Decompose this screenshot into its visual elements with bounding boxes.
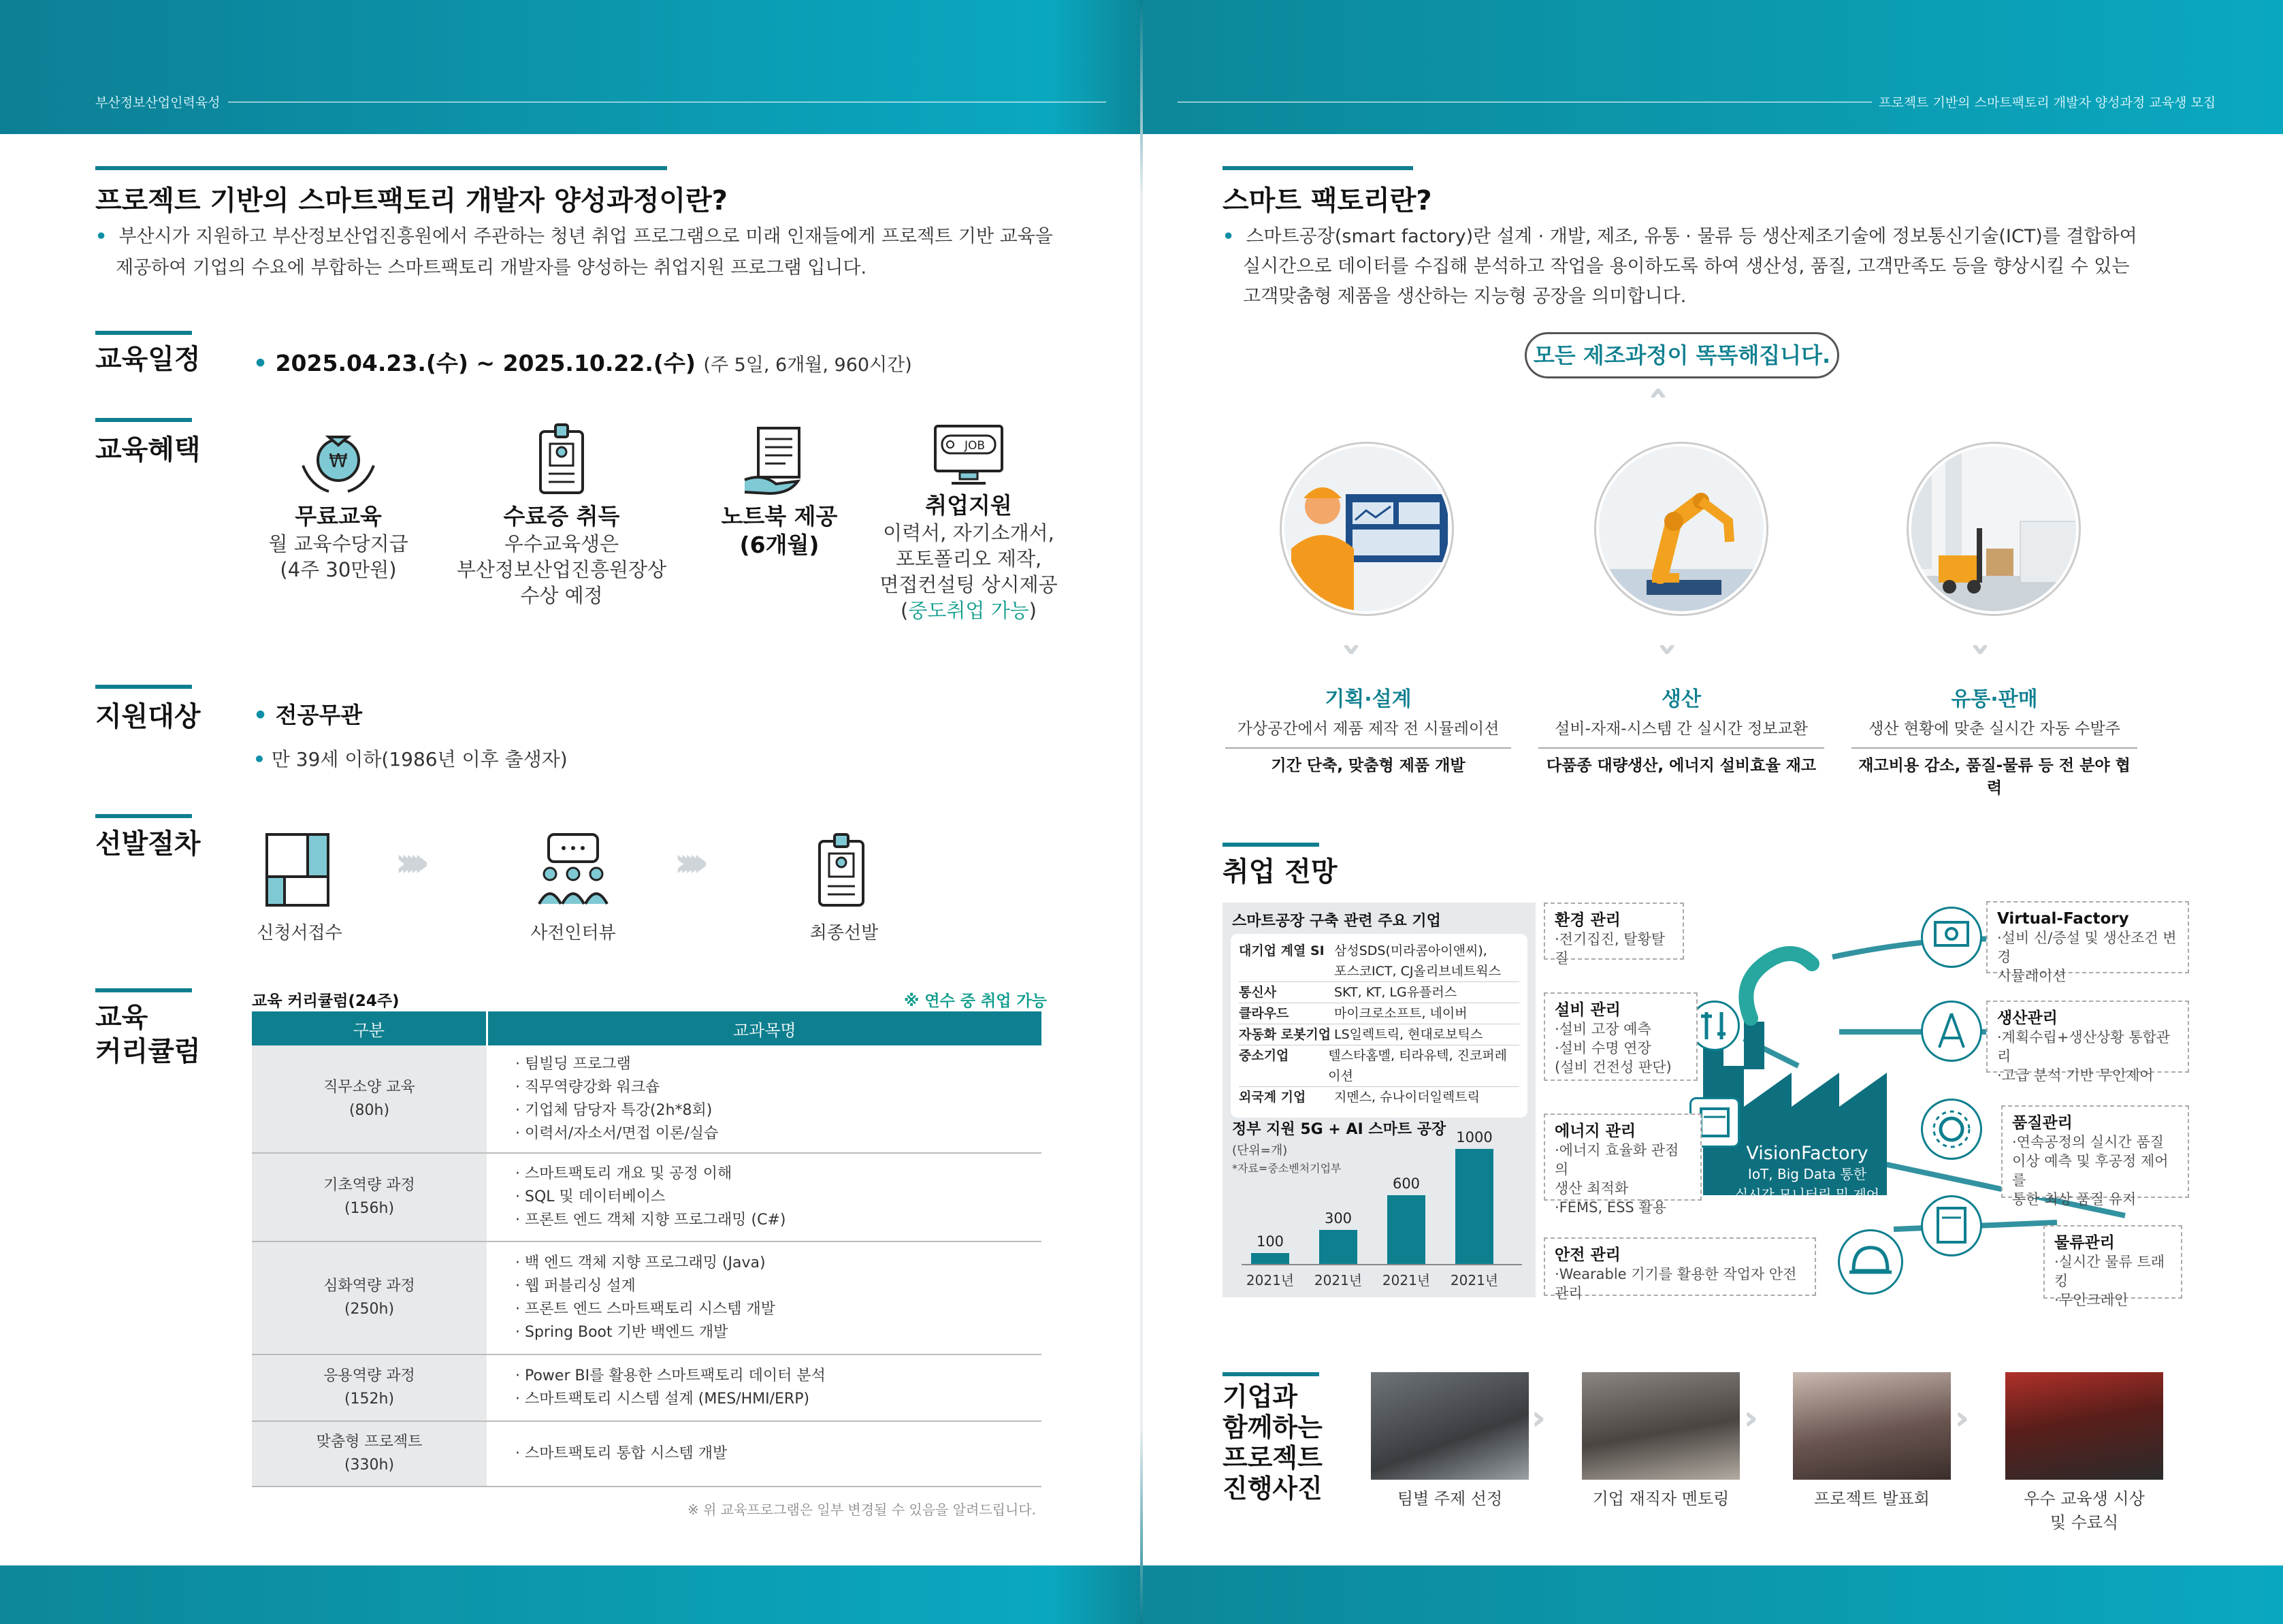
company-key: 외국계 기업 (1239, 1090, 1306, 1105)
row-cat-name: 심화역량 과정 (323, 1278, 415, 1295)
planning-illustration (1282, 444, 1452, 614)
virtual-factory-icon (1921, 907, 1982, 968)
curriculum-notice: ※ 연수 중 취업 가능 (904, 992, 1047, 1010)
category-label: 2021년 (1382, 1272, 1431, 1288)
bar (1387, 1195, 1425, 1265)
box-line: (설비 건전성 판단) (1555, 1059, 1672, 1075)
box-line: ·설비 고장 예측 (1555, 1021, 1651, 1037)
benefit-2-line3: 수상 예정 (520, 584, 603, 607)
curriculum-bar (95, 988, 192, 992)
table-row (252, 1153, 1041, 1241)
benefit-2-title: 수료증 취득 (503, 503, 620, 530)
category-label: 2021년 (1450, 1272, 1499, 1288)
companies-table (1231, 934, 1527, 1118)
row-subjects (487, 1153, 1041, 1241)
certificate-badge-icon (538, 422, 585, 497)
box-title: 에너지 관리 (1555, 1122, 1636, 1140)
title-bar-right (1223, 166, 1413, 170)
company-val: 텔스타홈멜, 티라유텍, 진코퍼레이션 (1328, 1048, 1508, 1084)
paren-close: ) (1029, 599, 1037, 622)
selection-label: 선발절차 (95, 828, 201, 860)
schedule-label: 교육일정 (95, 344, 201, 375)
step-arrow-1: ››››› (395, 839, 418, 886)
target-bar (95, 685, 192, 689)
row-cat-hours: (156h) (344, 1200, 395, 1217)
photo-arrow-1: ››› (1532, 1399, 1534, 1436)
schedule-bar (95, 331, 192, 335)
interview-group-icon (535, 832, 611, 907)
photos-label-4: 진행사진 (1223, 1474, 1323, 1504)
bar-value-label: 300 (1324, 1210, 1353, 1227)
schedule-dates-text: 2025.04.23.(수) ~ 2025.10.22.(수) (275, 350, 696, 376)
intro-r-line-2: 실시간으로 데이터를 수집해 분석하고 작업을 용이하도록 하여 생산성, 품질, 고객만족도 등을 향상시킬 수 있는 (1243, 256, 2130, 277)
title-bar (95, 166, 667, 170)
step-2-label: 사전인터뷰 (530, 923, 616, 943)
money-bag-hands-icon (297, 418, 379, 500)
benefit-4-line2: 포토폴리오 제작, (895, 547, 1042, 570)
header-rule-right (1178, 101, 1872, 103)
box-line: ·무인크레인 (2054, 1292, 2128, 1308)
box-title: 설비 관리 (1555, 1001, 1621, 1019)
phase-3-desc: 생산 현황에 맞춘 실시간 자동 수발주 (1868, 720, 2120, 738)
photo-presentation (1793, 1372, 1951, 1480)
phase-3-title: 유통·판매 (1951, 687, 2038, 711)
curriculum-label (95, 1001, 201, 1069)
bar (1455, 1149, 1493, 1265)
intro-line-2: 제공하여 기업의 수요에 부합하는 스마트팩토리 개발자를 양성하는 취업지원 프로그램 입니다. (116, 257, 867, 278)
company-key: 클라우드 (1239, 1006, 1289, 1021)
row-category (252, 1241, 487, 1354)
down-arrow-icon: ››› (1334, 642, 1372, 645)
benefits-label: 교육혜택 (95, 434, 201, 466)
intro-left: • 부산시가 지원하고 부산정보산업진흥원에서 주관하는 청년 취업 프로그램으로 미래 인재들에게 프로젝트 기반 교육을 제공하여 기업의 수요에 부합하는 스마트팩토리 개발자를 양성하는 취업지원 프로그램 입니다. (95, 221, 1082, 284)
subject-item: · 이력서/자소서/면접 이론/실습 (515, 1124, 719, 1142)
photo-caption-4 (1982, 1485, 2186, 1533)
job-monitor-icon (933, 423, 1005, 486)
table-row (252, 1421, 1041, 1487)
table-row (252, 1241, 1041, 1354)
chart-source: *자료=중소벤처기업부 (1232, 1162, 1342, 1175)
bar-value-label: 1000 (1456, 1129, 1493, 1146)
box-line: ·고급 분석 기반 무인제어 (1997, 1067, 2154, 1084)
box-line: 통한 최상 품질 유지 (2012, 1191, 2137, 1207)
curriculum-footnote: ※ 위 교육프로그램은 일부 변경될 수 있음을 알려드립니다. (687, 1501, 1036, 1518)
phase-2-bold: 다품종 대량생산, 에너지 설비효율 재고 (1538, 747, 1824, 775)
company-key: 자동화 로봇기업 (1239, 1027, 1331, 1042)
down-arrow-icon: ››› (1650, 642, 1687, 645)
box-line: ·전기집진, 탈황탈질 (1555, 931, 1666, 967)
logistics-calculator-icon (1921, 1195, 1982, 1256)
jobs-label: 취업 전망 (1223, 856, 1338, 888)
phase-1-desc: 가상공간에서 제품 제작 전 시뮬레이션 (1237, 720, 1500, 738)
intro-r-line-3: 고객맞춤형 제품을 생산하는 지능형 공장을 의미합니다. (1243, 286, 1687, 307)
benefit-4 (856, 491, 1081, 623)
step-3-label: 최종선발 (809, 923, 879, 943)
up-arrow-icon: ››› (1638, 398, 1675, 401)
curriculum-label-2: 커리큘럼 (95, 1036, 201, 1067)
benefit-1-line1: 월 교육수당지급 (268, 532, 408, 555)
production-management-box (1986, 1001, 2189, 1084)
subject-item: · SQL 및 데이터베이스 (515, 1188, 666, 1205)
box-line: 시뮬레이션 (1997, 968, 2067, 984)
benefit-4-title: 취업지원 (925, 492, 1012, 519)
subject-item: · 프론트 엔드 스마트팩토리 시스템 개발 (515, 1301, 775, 1318)
row-cat-hours: (80h) (349, 1101, 390, 1119)
table-row (252, 1045, 1041, 1153)
target-major-text: 전공무관 (275, 702, 363, 728)
smart-chip: 모든 제조과정이 똑똑해집니다. (1525, 332, 1839, 378)
box-line: 이상 예측 및 후공정 제어를 (2012, 1153, 2169, 1188)
company-key: 통신사 (1239, 985, 1277, 1000)
bar (1319, 1230, 1357, 1265)
benefit-2-line2: 부산정보산업진흥원장상 (456, 558, 667, 581)
photo-arrow-3: ››› (1955, 1399, 1957, 1436)
row-cat-hours: (250h) (344, 1301, 395, 1318)
row-category (252, 1354, 487, 1421)
box-title: Virtual-Factory (1997, 910, 2129, 928)
box-title: 품질관리 (2012, 1114, 2073, 1132)
photo-ceremony (2005, 1372, 2163, 1480)
header-rule-left (228, 101, 1106, 103)
paren-open: ( (901, 599, 909, 622)
subject-item: · 웹 퍼블리싱 설계 (515, 1278, 636, 1295)
row-subjects (487, 1241, 1041, 1354)
photos-bar (1223, 1372, 1319, 1376)
row-subjects (487, 1421, 1041, 1487)
benefit-3-title: 노트북 제공 (721, 503, 838, 530)
photo-team-topic (1371, 1372, 1529, 1480)
photo-arrow-2: ››› (1744, 1399, 1746, 1436)
row-category (252, 1045, 487, 1153)
bar-value-label: 600 (1392, 1175, 1421, 1192)
box-line: ·Wearable 기기를 활용한 작업자 안전관리 (1555, 1266, 1797, 1301)
company-key: 중소기업 (1239, 1048, 1289, 1063)
box-line: 생산 최적화 (1555, 1180, 1629, 1197)
row-category (252, 1421, 487, 1487)
final-selection-badge-icon (817, 832, 866, 908)
company-row (1239, 1045, 1519, 1086)
phase-2-desc: 설비-자재-시스템 간 실시간 정보교환 (1555, 720, 1808, 738)
box-line: ·설비 수명 연장 (1555, 1040, 1651, 1056)
photo-caption-1: 팀별 주제 선정 (1397, 1489, 1503, 1508)
page-title-right: 스마트 팩토리란? (1223, 185, 1432, 216)
header-left: 부산정보산업인력육성 (95, 95, 221, 110)
photos-label-3: 프로젝트 (1223, 1443, 1323, 1473)
intro-line-1: 부산시가 지원하고 부산정보산업진흥원에서 주관하는 청년 취업 프로그램으로 미래 인재들에게 프로젝트 기반 교육을 (118, 226, 1053, 247)
box-line: ·연속공정의 실시간 품질 (2012, 1134, 2164, 1150)
virtual-factory-box (1986, 901, 2189, 984)
target-age-text: 만 39세 이하(1986년 이후 출생자) (271, 748, 568, 770)
companies-title: 스마트공장 구축 관련 주요 기업 (1232, 913, 1441, 930)
box-line: ·실시간 물류 트래킹 (2054, 1254, 2165, 1289)
company-row (1239, 1086, 1519, 1107)
company-row (1239, 981, 1519, 1003)
chart-unit: (단위=개) (1232, 1143, 1288, 1158)
photo-caption-4b: 및 수료식 (2050, 1513, 2119, 1532)
company-val: SKT, KT, LG유플러스 (1334, 985, 1457, 1000)
quality-management-box (2001, 1105, 2189, 1207)
svg-text:JOB: JOB (964, 439, 986, 453)
selection-bar (95, 814, 192, 818)
company-val: 포스코ICT, CJ올리브네트웍스 (1334, 964, 1501, 979)
chart-title: 정부 지원 5G + AI 스마트 공장 (1232, 1121, 1446, 1138)
subject-item: · Spring Boot 기반 백엔드 개발 (515, 1324, 728, 1341)
photo-caption-2: 기업 재직자 멘토링 (1592, 1489, 1730, 1508)
target-label: 지원대상 (95, 701, 201, 732)
svg-text:₩: ₩ (329, 449, 348, 472)
logistics-illustration (1909, 444, 2079, 614)
box-line: ·FEMS, ESS 활용 (1555, 1199, 1666, 1216)
subject-item: · Power BI를 활용한 스마트팩토리 데이터 분석 (515, 1367, 826, 1384)
subject-item: · 백 엔드 객체 지향 프로그래밍 (Java) (515, 1254, 766, 1271)
benefit-1-title: 무료교육 (295, 503, 382, 530)
box-title: 물류관리 (2054, 1234, 2115, 1252)
benefit-1-line2: (4주 30만원) (280, 558, 397, 581)
row-cat-name: 응용역량 과정 (323, 1367, 415, 1384)
benefit-4-line3: 면접컨설팅 상시제공 (879, 573, 1058, 596)
page-title-left: 프로젝트 기반의 스마트팩토리 개발자 양성과정이란? (95, 185, 728, 216)
quality-gear-icon (1921, 1099, 1982, 1160)
intro-r-line-1: 스마트공장(smart factory)란 설계 · 개발, 제조, 유통 · 물류 등 생산제조기술에 정보통신기술(ICT)를 결합하여 (1246, 226, 2137, 247)
benefit-4-line4 (856, 598, 1081, 623)
curriculum-caption: 교육 커리큘럼(24주) (252, 992, 400, 1010)
row-cat-hours: (152h) (344, 1391, 395, 1408)
row-subjects (487, 1045, 1041, 1153)
photos-label-1: 기업과 (1223, 1382, 1298, 1412)
phase-1-title: 기획·설계 (1325, 687, 1412, 711)
company-val: 마이크로소프트, 네이버 (1334, 1006, 1468, 1021)
company-row (1239, 1003, 1519, 1024)
category-label: 2021년 (1246, 1272, 1295, 1288)
row-cat-name: 직무소양 교육 (323, 1078, 415, 1096)
subject-item: · 스마트팩토리 시스템 설계 (MES/HMI/ERP) (515, 1391, 810, 1408)
production-compass-icon (1921, 1001, 1982, 1062)
curriculum-table (252, 1011, 1041, 1487)
row-cat-hours: (330h) (344, 1457, 395, 1474)
box-line: ·계획수립+생산상황 통합관리 (1997, 1029, 2171, 1065)
subject-item: · 팀빌딩 프로그램 (515, 1055, 631, 1073)
vision-factory-label (1709, 1143, 1906, 1205)
box-line: ·에너지 효율화 관점의 (1555, 1142, 1679, 1178)
photo-caption-3: 프로젝트 발표회 (1814, 1489, 1930, 1508)
schedule-note: (주 5일, 6개월, 960시간) (703, 355, 912, 376)
schedule-dates: • 2025.04.23.(수) ~ 2025.10.22.(수) (주 5일, 6개월, 960시간) (253, 350, 912, 376)
step-1-label: 신청서접수 (257, 923, 342, 943)
company-val: LS일렉트릭, 현대로보틱스 (1334, 1027, 1483, 1042)
mid-employment-highlight: 중도취업 가능 (908, 599, 1029, 622)
laptop-document-icon (742, 425, 810, 497)
photo-mentoring (1582, 1372, 1740, 1480)
subject-item: · 기업체 담당자 특강(2h*8회) (515, 1101, 713, 1119)
benefit-3-line1: (6개월) (739, 532, 820, 558)
benefit-2-line1: 우수교육생은 (504, 532, 619, 555)
bar (1251, 1253, 1289, 1265)
logistics-management-box (2043, 1225, 2182, 1308)
col-header-category: 구분 (252, 1011, 487, 1045)
row-subjects (487, 1354, 1041, 1421)
row-category (252, 1153, 487, 1241)
page-spine (1140, 0, 1143, 1624)
subject-item: · 스마트팩토리 통합 시스템 개발 (515, 1445, 728, 1462)
company-val: 삼성SDS(미라콤아이앤씨), (1334, 943, 1487, 958)
companies-panel (1223, 903, 1536, 1297)
phase-3-bold: 재고비용 감소, 품질-물류 등 전 분야 협력 (1851, 747, 2137, 798)
curriculum-label-1: 교육 (95, 1002, 148, 1033)
company-val: 지멘스, 슈나이더일렉트릭 (1334, 1090, 1480, 1105)
category-label: 2021년 (1314, 1272, 1363, 1288)
photos-label (1223, 1382, 1323, 1504)
down-arrow-icon: ››› (1963, 642, 2001, 645)
company-row (1239, 941, 1519, 981)
subject-item: · 스마트팩토리 개요 및 공정 이해 (515, 1165, 732, 1182)
box-title: 환경 관리 (1555, 911, 1621, 929)
bar-chart (1223, 1127, 1536, 1297)
photos-label-2: 함께하는 (1223, 1412, 1323, 1442)
box-title: 안전 관리 (1555, 1246, 1621, 1264)
company-row (1239, 1024, 1519, 1045)
application-form-icon (264, 832, 332, 907)
step-arrow-2: ››››› (674, 839, 697, 886)
vision-sub1: IoT, Big Data 통한 (1747, 1166, 1867, 1182)
row-cat-name: 맞춤형 프로젝트 (316, 1433, 423, 1450)
benefit-2 (449, 502, 674, 608)
benefit-1 (226, 502, 451, 583)
safety-management-box (1544, 1237, 1816, 1301)
box-title: 생산관리 (1997, 1009, 2058, 1027)
target-age: • 만 39세 이하(1986년 이후 출생자) (253, 748, 568, 770)
env-management-box (1544, 903, 1684, 967)
company-key: 대기업 계열 SI (1239, 943, 1325, 958)
photo-caption-4a: 우수 교육생 시상 (2024, 1489, 2145, 1508)
col-header-subjects: 교과목명 (487, 1011, 1041, 1045)
phase-1-bold: 기간 단축, 맞춤형 제품 개발 (1225, 747, 1511, 775)
table-row (252, 1354, 1041, 1421)
equipment-management-box (1544, 992, 1698, 1081)
intro-right: • 스마트공장(smart factory)란 설계 · 개발, 제조, 유통 · 물류 등 생산제조기술에 정보통신기술(ICT)를 결합하여 실시간으로 데이터를 수집해 분석하고 작업을 용이하도록 하여 생산성, 품질, 고객만족도 등을 향상시킬 수 있는 고객맞춤형 제품을 생산하는 지능형 공장을 의미합니다. (1223, 222, 2216, 312)
target-major: • 전공무관 (253, 702, 363, 728)
subject-item: · 프론트 엔드 객체 지향 프로그래밍 (C#) (515, 1212, 786, 1229)
jobs-bar (1223, 843, 1319, 847)
phase-2-title: 생산 (1662, 687, 1701, 711)
vision-sub2: 실시간 모니터링 및 제어 (1734, 1186, 1880, 1203)
bar-value-label: 100 (1256, 1233, 1284, 1250)
energy-management-box (1544, 1114, 1702, 1216)
subject-item: · 직무역량강화 워크숍 (515, 1078, 660, 1096)
production-robot-illustration (1596, 444, 1766, 614)
vision-name: VisionFactory (1746, 1143, 1868, 1164)
benefit-4-line1: 이력서, 자기소개서, (883, 521, 1054, 545)
header-right: 프로젝트 기반의 스마트팩토리 개발자 양성과정 교육생 모집 (1879, 95, 2216, 110)
row-cat-name: 기초역량 과정 (323, 1177, 415, 1194)
safety-helmet-icon (1838, 1229, 1903, 1295)
benefits-bar (95, 418, 192, 422)
box-line: ·설비 신/증설 및 생산조건 변경 (1997, 930, 2177, 965)
